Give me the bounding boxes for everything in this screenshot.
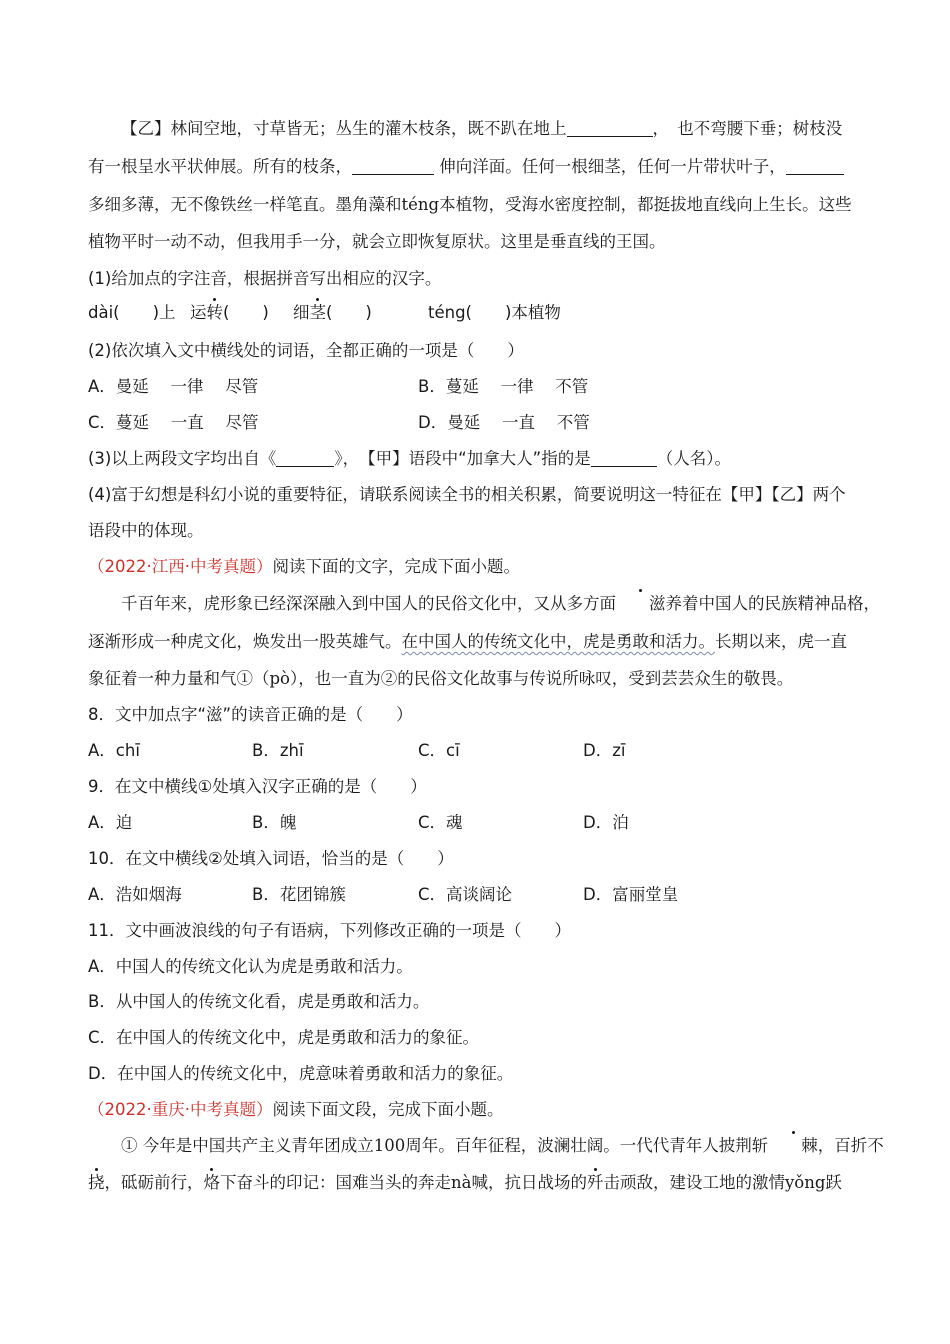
fill-blank xyxy=(591,450,657,467)
emphasis-dot-char: 烙 xyxy=(203,1173,220,1192)
q8-option-a: A．chī xyxy=(88,741,140,760)
jiangxi-passage-line-2: 逐渐形成一种虎文化，焕发出一股英雄气。在中国人的传统文化中，虎是勇敢和活力。长期以来，虎一直 xyxy=(88,632,847,651)
q2-option-d: D．曼延 一直 不管 xyxy=(418,413,590,432)
q8-option-c: C．cī xyxy=(418,741,460,760)
q9-option-b: B．魄 xyxy=(252,813,297,832)
passage-yi-line-2: 有一根呈水平状伸展。所有的枝条， 伸向洋面。任何一根细茎，任何一片带状叶子， xyxy=(88,156,863,178)
q9-option-c: C．魂 xyxy=(418,813,463,832)
jiangxi-passage-line-1: 千百年来，虎形象已经深深融入到中国人的民俗文化中，又从多方面 滋养着中国人的民族精神品格， xyxy=(121,594,880,613)
question-3: (3)以上两段文字均出自《 》， 【甲】语段中“加拿大人”指的是 （人名）。 xyxy=(88,449,731,468)
question-10: 10．在文中横线②处填入词语，恰当的是（ ） xyxy=(88,849,454,868)
q11-option-b: B．从中国人的传统文化看，虎是勇敢和活力。 xyxy=(88,992,430,1011)
q8-option-d: D．zī xyxy=(583,741,626,760)
emphasis-dot-char: 挠 xyxy=(88,1173,105,1192)
question-8: 8．文中加点字“滋”的读音正确的是（ ） xyxy=(88,705,413,724)
question-4-line-1: (4)富于幻想是科幻小说的重要特征，请联系阅读全书的相关积累，简要说明这一特征在【甲】【乙】两个 xyxy=(88,485,846,504)
jiangxi-heading: （2022·江西·中考真题）阅读下面的文字，完成下面小题。 xyxy=(88,557,520,576)
q1-item-yunzhuan: 运转( ) xyxy=(190,303,269,322)
q2-option-b: B．蔓延 一律 不管 xyxy=(418,377,589,396)
emphasis-dot-char: 棘 xyxy=(768,1135,818,1157)
passage-yi-line-4: 植物平时一动不动，但我用手一分，就会立即恢复原状。这里是垂直线的王国。 xyxy=(88,232,666,251)
question-9: 9．在文中横线①处填入汉字正确的是（ ） xyxy=(88,777,427,796)
q10-option-b: B．花团锦簇 xyxy=(252,885,346,904)
chongqing-heading: （2022·重庆·中考真题）阅读下面文段，完成下面小题。 xyxy=(88,1100,504,1119)
q9-option-d: D．泊 xyxy=(583,813,629,832)
q11-option-a: A．中国人的传统文化认为虎是勇敢和活力。 xyxy=(88,957,413,976)
q1-item-xijing: 细茎( ) xyxy=(293,303,372,322)
emphasis-dot-char: 滋 xyxy=(616,593,666,615)
emphasis-dot-char: 茎 xyxy=(309,303,326,322)
q10-option-d: D．富丽堂皇 xyxy=(583,885,679,904)
passage-yi-line-1: 【乙】林间空地，寸草皆无；丛生的灌木枝条，既不趴在地上 ， 也不弯腰下垂；树枝没 xyxy=(121,119,843,138)
chongqing-passage-line-2: 挠，砥砺前行，烙下奋斗的印记：国难当头的奔走nà喊，抗日战场的歼击顽敌，建设工地的激情yǒng跃 xyxy=(88,1173,842,1192)
q2-option-c: C．蔓延 一直 尽管 xyxy=(88,413,259,432)
jiangxi-passage-line-3: 象征着一种力量和气①（pò），也一直为②的民俗文化故事与传说所咏叹，受到芸芸众生的敬畏。 xyxy=(88,669,794,688)
q11-option-c: C．在中国人的传统文化中，虎是勇敢和活力的象征。 xyxy=(88,1028,480,1047)
passage-yi-line-3: 多细多薄，无不像铁丝一样笔直。墨角藻和téng本植物，受海水密度控制，都挺拔地直线向上生长。这些 xyxy=(88,195,852,214)
fill-blank xyxy=(352,158,434,175)
chongqing-passage-line-1: ① 今年是中国共产主义青年团成立100周年。百年征程，波澜壮阔。一代代青年人披荆斩 棘，百折不 xyxy=(121,1136,884,1155)
source-label: （2022·重庆·中考真题） xyxy=(88,1100,273,1119)
source-label: （2022·江西·中考真题） xyxy=(88,557,273,576)
question-4-line-2: 语段中的体现。 xyxy=(88,521,204,540)
emphasis-dot-char: 歼 xyxy=(586,1173,604,1192)
question-2: (2)依次填入文中横线处的词语，全都正确的一项是（ ） xyxy=(88,341,524,360)
q10-option-c: C．高谈阔论 xyxy=(418,885,513,904)
q1-item-teng: téng( )本植物 xyxy=(428,303,561,322)
q11-option-d: D．在中国人的传统文化中，虎意味着勇敢和活力的象征。 xyxy=(88,1064,514,1083)
emphasis-dot-char: 转 xyxy=(206,303,223,322)
wavy-underlined-sentence: 在中国人的传统文化中，虎是勇敢和活力。 xyxy=(401,632,715,651)
q2-option-a: A．曼延 一律 尽管 xyxy=(88,377,259,396)
q1-item-dai: dài( )上 xyxy=(88,303,176,322)
q10-option-a: A．浩如烟海 xyxy=(88,885,182,904)
fill-blank xyxy=(567,120,653,137)
fill-blank xyxy=(276,450,334,467)
fill-blank xyxy=(786,158,844,175)
q9-option-a: A．迫 xyxy=(88,813,133,832)
question-1: (1)给加点的字注音，根据拼音写出相应的汉字。 xyxy=(88,269,442,288)
q8-option-b: B．zhī xyxy=(252,741,304,760)
question-11: 11．文中画波浪线的句子有语病，下列修改正确的一项是（ ） xyxy=(88,921,571,940)
